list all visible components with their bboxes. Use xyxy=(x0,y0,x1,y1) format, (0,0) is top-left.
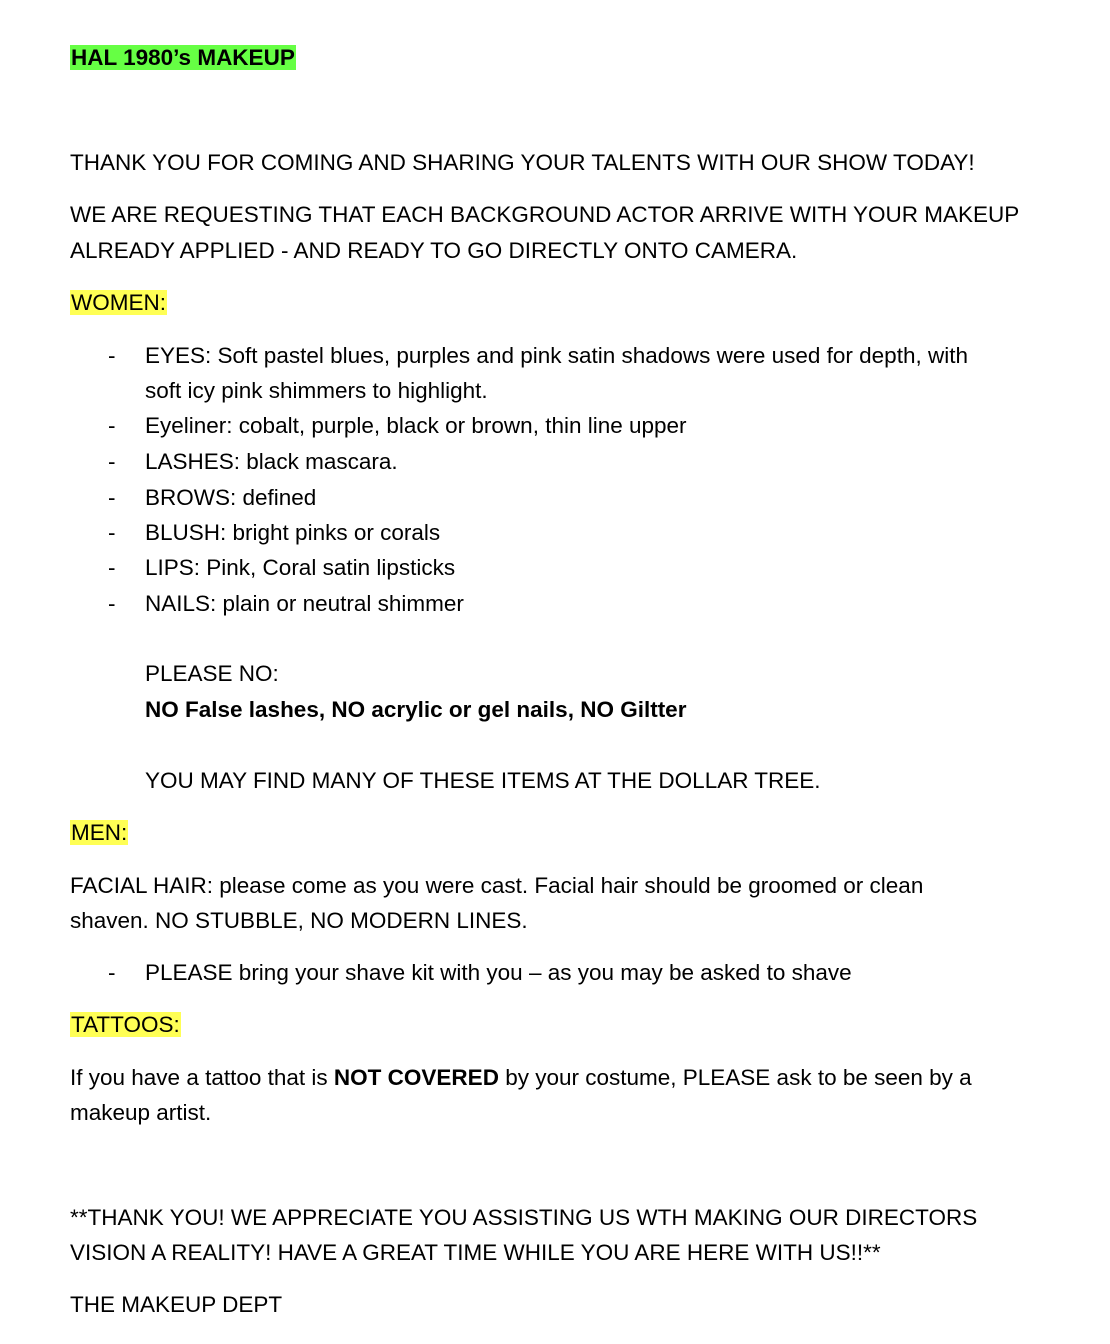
bullet-marker: - xyxy=(108,485,116,510)
please-no-label: PLEASE NO: xyxy=(145,661,279,686)
bullet-marker: - xyxy=(108,449,116,474)
women-item-lashes: LASHES: black mascara. xyxy=(145,449,398,474)
women-heading xyxy=(70,285,167,320)
men-heading xyxy=(70,815,128,850)
intro-request-line-2: ALREADY APPLIED - AND READY TO GO DIRECTLY ONTO CAMERA. xyxy=(70,238,798,263)
dollar-tree-note: YOU MAY FIND MANY OF THESE ITEMS AT THE DOLLAR TREE. xyxy=(145,768,821,793)
women-item-eyes-continuation: soft icy pink shimmers to highlight. xyxy=(145,378,488,403)
closing-line-1: **THANK YOU! WE APPRECIATE YOU ASSISTING US WTH MAKING OUR DIRECTORS xyxy=(70,1205,978,1230)
men-item-shave-kit: PLEASE bring your shave kit with you – as you may be asked to shave xyxy=(145,960,852,985)
women-item-brows: BROWS: defined xyxy=(145,485,317,510)
closing-line-2: VISION A REALITY! HAVE A GREAT TIME WHILE YOU ARE HERE WITH US!!** xyxy=(70,1240,881,1265)
bullet-marker: - xyxy=(108,591,116,616)
tattoos-heading xyxy=(70,1007,181,1042)
intro-thanks: THANK YOU FOR COMING AND SHARING YOUR TALENTS WITH OUR SHOW TODAY! xyxy=(70,150,975,175)
tattoos-text-before: If you have a tattoo that is xyxy=(70,1065,334,1090)
women-item-blush: BLUSH: bright pinks or corals xyxy=(145,520,441,545)
document-title xyxy=(70,40,296,75)
bullet-marker: - xyxy=(108,960,116,985)
tattoos-text-line-2: makeup artist. xyxy=(70,1100,212,1125)
signature: THE MAKEUP DEPT xyxy=(70,1292,283,1317)
tattoos-text-bold: NOT COVERED xyxy=(333,1065,499,1090)
women-item-eyeliner: Eyeliner: cobalt, purple, black or brown, thin line upper xyxy=(145,413,687,438)
tattoos-text-after: by your costume, PLEASE ask to be seen by a xyxy=(498,1065,972,1090)
women-item-nails: NAILS: plain or neutral shimmer xyxy=(145,591,464,616)
women-item-eyes: EYES: Soft pastel blues, purples and pink satin shadows were used for depth, with xyxy=(145,343,968,368)
women-heading-highlight: WOMEN: xyxy=(71,290,166,315)
intro-request-line-1: WE ARE REQUESTING THAT EACH BACKGROUND ACTOR ARRIVE WITH YOUR MAKEUP xyxy=(70,202,1020,227)
men-heading-highlight: MEN: xyxy=(71,820,128,845)
facial-hair-line-2: shaven. NO STUBBLE, NO MODERN LINES. xyxy=(70,908,528,933)
tattoos-text-line-1 xyxy=(70,1060,972,1095)
tattoos-heading-highlight: TATTOOS: xyxy=(71,1012,180,1037)
bullet-marker: - xyxy=(108,413,116,438)
bullet-marker: - xyxy=(108,555,116,580)
bullet-marker: - xyxy=(108,343,116,368)
title-highlight: HAL 1980’s MAKEUP xyxy=(71,45,295,70)
bullet-marker: - xyxy=(108,520,116,545)
please-no-items: NO False lashes, NO acrylic or gel nails, NO Giltter xyxy=(145,697,687,722)
facial-hair-line-1: FACIAL HAIR: please come as you were cast. Facial hair should be groomed or clean xyxy=(70,873,924,898)
women-item-lips: LIPS: Pink, Coral satin lipsticks xyxy=(145,555,456,580)
